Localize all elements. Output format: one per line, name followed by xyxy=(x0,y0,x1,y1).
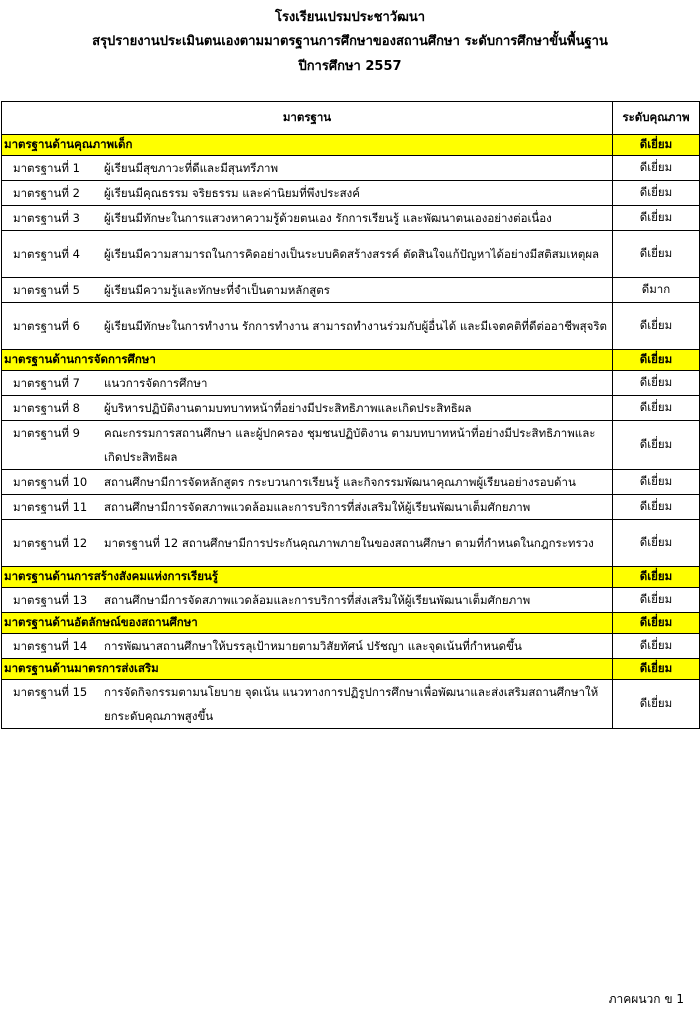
standard-row xyxy=(2,181,700,206)
standard-description: ผู้เรียนมีความรู้และทักษะที่จำเป็นตามหลักสูตร xyxy=(104,283,330,297)
page-label: ภาคผนวก ข 1 xyxy=(608,992,684,1006)
standard-cell xyxy=(2,520,613,567)
standard-description: คณะกรรมการสถานศึกษา และผู้ปกครอง ชุมชนปฏิบัติงาน ตามบทบาทหน้าที่อย่างมีประสิทธิภาพและเกิดประสิทธิผล xyxy=(104,426,596,464)
standard-number: มาตรฐานที่ 3 xyxy=(13,211,80,225)
standard-number: มาตรฐานที่ 7 xyxy=(13,376,80,390)
standard-row xyxy=(2,470,700,495)
standard-level: ดีเยี่ยม xyxy=(613,470,700,495)
standard-number: มาตรฐานที่ 11 xyxy=(13,500,88,514)
standard-description: ผู้เรียนมีทักษะในการแสวงหาความรู้ด้วยตนเอง รักการเรียนรู้ และพัฒนาตนเองอย่างต่อเนื่อง xyxy=(104,211,552,225)
standard-row xyxy=(2,371,700,396)
academic-year: ปีการศึกษา 2557 xyxy=(298,59,402,74)
standard-cell xyxy=(2,495,613,520)
standard-level: ดีเยี่ยม xyxy=(613,680,700,729)
standard-level: ดีเยี่ยม xyxy=(613,634,700,659)
standard-level: ดีมาก xyxy=(613,278,700,303)
standard-row xyxy=(2,495,700,520)
group-level: ดีเยี่ยม xyxy=(613,613,700,634)
standard-cell xyxy=(2,181,613,206)
standard-level: ดีเยี่ยม xyxy=(613,396,700,421)
report-title: สรุปรายงานประเมินตนเองตามมาตรฐานการศึกษาของสถานศึกษา ระดับการศึกษาขั้นพื้นฐาน xyxy=(92,34,608,49)
column-header-level: ระดับคุณภาพ xyxy=(613,102,700,135)
standard-number: มาตรฐานที่ 15 xyxy=(13,685,88,699)
standard-number: มาตรฐานที่ 8 xyxy=(13,401,80,415)
group-name: มาตรฐานด้านอัตลักษณ์ของสถานศึกษา xyxy=(2,613,613,634)
group-level: ดีเยี่ยม xyxy=(613,135,700,156)
standard-number: มาตรฐานที่ 6 xyxy=(13,319,80,333)
group-level: ดีเยี่ยม xyxy=(613,659,700,680)
standard-description: การจัดกิจกรรมตามนโยบาย จุดเน้น แนวทางการปฏิรูปการศึกษาเพื่อพัฒนาและส่งเสริมสถานศึกษาให้ยกระดับคุณภาพสูงขึ้น xyxy=(104,685,599,723)
standard-cell xyxy=(2,303,613,350)
standard-level: ดีเยี่ยม xyxy=(613,588,700,613)
standard-description: สถานศึกษามีการจัดสภาพแวดล้อมและการบริการที่ส่งเสริมให้ผู้เรียนพัฒนาเต็มศักยภาพ xyxy=(104,500,531,514)
standard-row xyxy=(2,588,700,613)
column-header-standard: มาตรฐาน xyxy=(2,102,613,135)
standard-description: ผู้เรียนมีสุขภาวะที่ดีและมีสุนทรีภาพ xyxy=(104,161,279,175)
standard-description: ผู้บริหารปฏิบัติงานตามบทบาทหน้าที่อย่างมีประสิทธิภาพและเกิดประสิทธิผล xyxy=(104,401,472,415)
standard-number: มาตรฐานที่ 9 xyxy=(13,426,80,440)
standard-level: ดีเยี่ยม xyxy=(613,156,700,181)
standard-level: ดีเยี่ยม xyxy=(613,495,700,520)
standard-cell xyxy=(2,470,613,495)
standard-number: มาตรฐานที่ 1 xyxy=(13,161,80,175)
standard-level: ดีเยี่ยม xyxy=(613,303,700,350)
group-name: มาตรฐานด้านการจัดการศึกษา xyxy=(2,350,613,371)
standard-description: แนวการจัดการศึกษา xyxy=(104,376,208,390)
standard-level: ดีเยี่ยม xyxy=(613,231,700,278)
standard-description: สถานศึกษามีการจัดสภาพแวดล้อมและการบริการที่ส่งเสริมให้ผู้เรียนพัฒนาเต็มศักยภาพ xyxy=(104,593,531,607)
group-name: มาตรฐานด้านการสร้างสังคมแห่งการเรียนรู้ xyxy=(2,567,613,588)
group-name: มาตรฐานด้านคุณภาพเด็ก xyxy=(2,135,613,156)
standard-level: ดีเยี่ยม xyxy=(613,206,700,231)
standard-row xyxy=(2,231,700,278)
standard-cell xyxy=(2,588,613,613)
standard-level: ดีเยี่ยม xyxy=(613,421,700,470)
standard-cell xyxy=(2,278,613,303)
group-level: ดีเยี่ยม xyxy=(613,567,700,588)
table-header-row xyxy=(2,102,700,135)
standard-number: มาตรฐานที่ 5 xyxy=(13,283,80,297)
school-name: โรงเรียนเปรมประชาวัฒนา xyxy=(274,10,426,25)
standard-row xyxy=(2,206,700,231)
standard-cell xyxy=(2,156,613,181)
standard-cell xyxy=(2,396,613,421)
standard-cell xyxy=(2,371,613,396)
standard-description: สถานศึกษามีการจัดหลักสูตร กระบวนการเรียนรู้ และกิจกรรมพัฒนาคุณภาพผู้เรียนอย่างรอบด้าน xyxy=(104,475,576,489)
group-row xyxy=(2,659,700,680)
standard-description: ผู้เรียนมีคุณธรรม จริยธรรม และค่านิยมที่พึงประสงค์ xyxy=(104,186,360,200)
group-row xyxy=(2,135,700,156)
standards-table xyxy=(1,101,700,729)
standard-cell xyxy=(2,421,613,470)
standard-description: มาตรฐานที่ 12 สถานศึกษามีการประกันคุณภาพภายในของสถานศึกษา ตามที่กำหนดในกฎกระทรวง xyxy=(104,536,594,550)
group-row xyxy=(2,567,700,588)
standard-cell xyxy=(2,680,613,729)
standard-level: ดีเยี่ยม xyxy=(613,520,700,567)
standard-number: มาตรฐานที่ 14 xyxy=(13,639,88,653)
standard-number: มาตรฐานที่ 2 xyxy=(13,186,80,200)
standard-description: การพัฒนาสถานศึกษาให้บรรลุเป้าหมายตามวิสัยทัศน์ ปรัชญา และจุดเน้นที่กำหนดขึ้น xyxy=(104,639,522,653)
standard-number: มาตรฐานที่ 12 xyxy=(13,536,88,550)
standard-row xyxy=(2,303,700,350)
standard-row xyxy=(2,156,700,181)
standard-description: ผู้เรียนมีความสามารถในการคิดอย่างเป็นระบบคิดสร้างสรรค์ ตัดสินใจแก้ปัญหาได้อย่างมีสติสมเหตุผล xyxy=(104,247,600,261)
standard-row xyxy=(2,680,700,729)
standard-row xyxy=(2,520,700,567)
group-row xyxy=(2,350,700,371)
standard-level: ดีเยี่ยม xyxy=(613,371,700,396)
standard-number: มาตรฐานที่ 10 xyxy=(13,475,88,489)
standard-row xyxy=(2,278,700,303)
group-row xyxy=(2,613,700,634)
standard-row xyxy=(2,421,700,470)
group-name: มาตรฐานด้านมาตรการส่งเสริม xyxy=(2,659,613,680)
table-body xyxy=(2,135,700,729)
standard-cell xyxy=(2,206,613,231)
standard-row xyxy=(2,396,700,421)
standard-row xyxy=(2,634,700,659)
standard-number: มาตรฐานที่ 4 xyxy=(13,247,80,261)
standard-number: มาตรฐานที่ 13 xyxy=(13,593,88,607)
standard-level: ดีเยี่ยม xyxy=(613,181,700,206)
standard-cell xyxy=(2,634,613,659)
standard-description: ผู้เรียนมีทักษะในการทำงาน รักการทำงาน สามารถทำงานร่วมกับผู้อื่นได้ และมีเจตคติที่ดีต่ออาชีพสุจริต xyxy=(104,319,608,333)
group-level: ดีเยี่ยม xyxy=(613,350,700,371)
standard-cell xyxy=(2,231,613,278)
